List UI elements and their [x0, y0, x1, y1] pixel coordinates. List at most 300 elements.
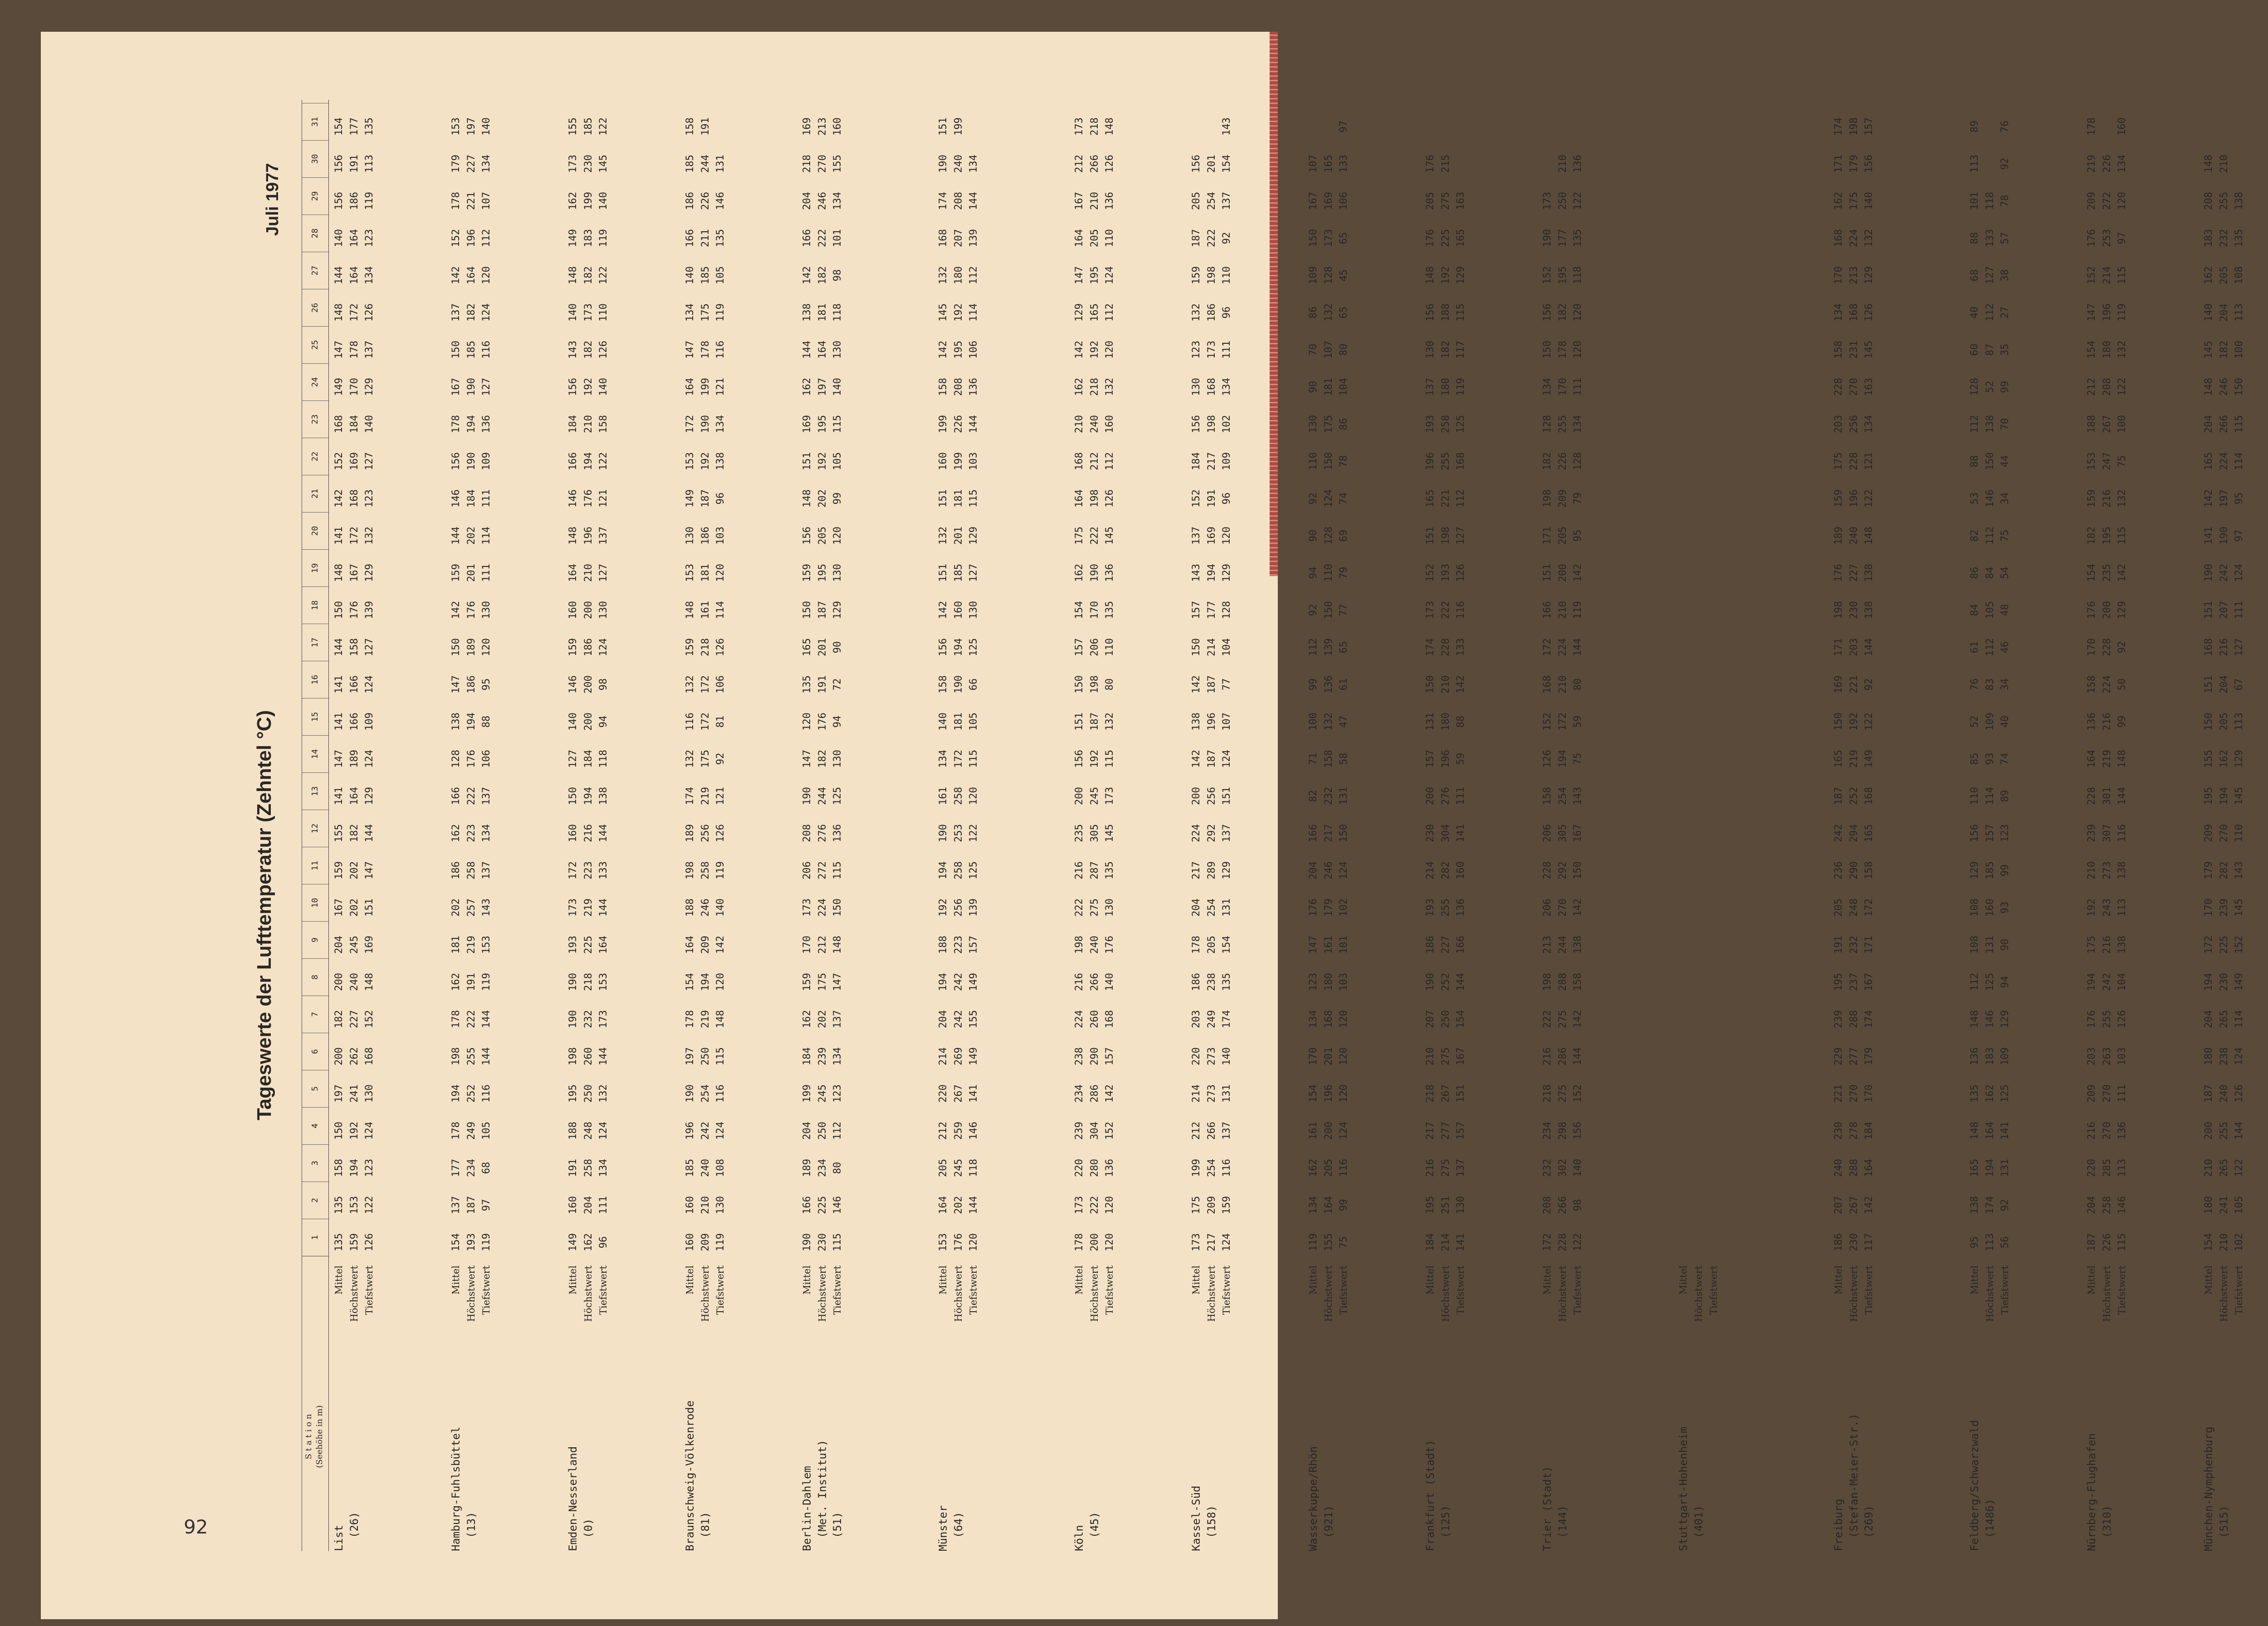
- value-cell: 154: [450, 1233, 462, 1252]
- value-cell: 134: [1307, 1196, 1319, 1215]
- value-cell: 116: [1455, 601, 1466, 620]
- station-name: [1423, 1324, 1453, 1551]
- value-cell: 253: [2101, 229, 2113, 248]
- value-cell: 154: [2203, 1233, 2214, 1252]
- value-cell: 187: [1088, 712, 1100, 731]
- value-cell: 197: [684, 1047, 696, 1066]
- value-cell: 168: [1104, 1010, 1115, 1029]
- value-cell: 225: [1439, 229, 1452, 248]
- value-cell: 145: [597, 154, 609, 173]
- value-cell: 210: [2086, 861, 2097, 880]
- value-cell: 190: [1541, 229, 1553, 248]
- station-group: [1303, 100, 1420, 1551]
- value-cell: 128: [1322, 526, 1334, 545]
- station-name-line: Münster: [937, 1505, 949, 1551]
- row-label: Mittel: [1833, 1265, 1844, 1295]
- value-cell: 148: [363, 972, 375, 991]
- value-cell: 119: [714, 861, 726, 880]
- value-cell: 101: [1338, 935, 1349, 954]
- value-cell: 147: [333, 340, 345, 359]
- value-cell: 239: [1073, 1121, 1085, 1140]
- value-cell: 131: [1999, 1158, 2011, 1177]
- value-cell: 199: [952, 452, 964, 471]
- value-cell: 254: [1205, 1158, 1217, 1177]
- value-cell: 105: [831, 452, 843, 471]
- value-cell: 161: [1322, 935, 1334, 954]
- value-cell: 113: [2233, 712, 2245, 731]
- value-cell: 130: [363, 1084, 375, 1103]
- value-cell: 122: [363, 1196, 375, 1215]
- value-cell: 254: [699, 1084, 711, 1103]
- value-cell: 205: [1088, 229, 1100, 248]
- value-cell: 175: [1833, 452, 1844, 471]
- value-cell: 278: [1848, 1121, 1860, 1140]
- value-cell: 132: [1863, 229, 1875, 248]
- value-cell: 186: [1205, 303, 1217, 322]
- value-cell: 240: [1833, 1158, 1844, 1177]
- value-cell: 100: [2233, 340, 2245, 359]
- value-cell: 160: [831, 117, 843, 136]
- value-cell: 135: [1221, 972, 1232, 991]
- value-cell: 201: [816, 638, 828, 657]
- value-cell: 239: [1833, 1010, 1844, 1029]
- value-cell: 270: [2218, 824, 2230, 843]
- value-cell: 96: [1221, 492, 1232, 505]
- value-cell: 119: [2116, 303, 2128, 322]
- value-cell: 105: [2233, 1196, 2245, 1215]
- value-cell: 164: [1984, 1121, 1996, 1140]
- value-cell: 186: [699, 526, 711, 545]
- value-cell: 273: [1205, 1084, 1217, 1103]
- value-cell: 115: [2116, 266, 2128, 285]
- value-cell: 194: [1205, 563, 1217, 582]
- value-cell: 235: [1073, 824, 1085, 843]
- value-cell: 100: [1307, 712, 1319, 731]
- value-cell: 198: [1848, 117, 1860, 136]
- value-cell: 182: [816, 749, 828, 768]
- value-cell: 193: [1439, 563, 1452, 582]
- value-cell: 121: [1863, 452, 1875, 471]
- value-cell: 225: [2218, 935, 2230, 954]
- value-cell: 198: [1541, 972, 1553, 991]
- row-label: Tiefstwert: [2234, 1265, 2244, 1315]
- value-cell: 122: [1863, 712, 1875, 731]
- value-cell: 142: [2116, 563, 2128, 582]
- value-cell: 253: [952, 824, 964, 843]
- value-cell: 144: [2233, 1121, 2245, 1140]
- value-cell: 234: [1541, 1121, 1553, 1140]
- value-cell: 168: [1073, 452, 1085, 471]
- day-header: 2: [302, 1182, 328, 1219]
- value-cell: 209: [2203, 824, 2214, 843]
- row-label: Höchstwert: [465, 1265, 477, 1322]
- value-cell: 166: [348, 675, 360, 694]
- value-cell: 106: [968, 340, 979, 359]
- value-cell: 198: [684, 861, 696, 880]
- value-cell: 260: [582, 1047, 594, 1066]
- value-cell: 200: [1424, 786, 1436, 806]
- value-cell: 164: [2086, 749, 2097, 768]
- value-cell: 228: [1439, 638, 1452, 657]
- value-cell: 103: [714, 526, 726, 545]
- value-cell: 202: [348, 861, 360, 880]
- value-cell: 184: [567, 415, 579, 434]
- value-cell: 110: [597, 303, 609, 322]
- value-cell: 134: [480, 824, 492, 843]
- value-cell: 144: [1863, 638, 1875, 657]
- value-cell: 254: [1205, 191, 1217, 210]
- value-cell: 77: [1338, 604, 1349, 616]
- value-cell: 109: [363, 712, 375, 731]
- value-cell: 120: [1104, 340, 1115, 359]
- value-cell: 220: [1073, 1158, 1085, 1177]
- value-cell: 153: [684, 563, 696, 582]
- value-cell: 146: [1984, 1010, 1996, 1029]
- value-cell: 173: [1073, 1196, 1085, 1215]
- value-cell: 170: [1088, 601, 1100, 620]
- value-cell: 210: [1439, 675, 1452, 694]
- value-cell: 217: [1205, 1233, 1217, 1252]
- value-cell: 140: [567, 303, 579, 322]
- value-cell: 98: [597, 678, 609, 691]
- value-cell: 40: [1969, 306, 1980, 319]
- value-cell: 120: [831, 526, 843, 545]
- value-cell: 221: [1833, 1084, 1844, 1103]
- value-cell: 228: [2101, 638, 2113, 657]
- value-cell: 134: [684, 303, 696, 322]
- value-cell: 136: [1104, 191, 1115, 210]
- value-cell: 134: [1221, 377, 1232, 396]
- value-cell: 209: [1205, 1196, 1217, 1215]
- value-cell: 174: [1833, 117, 1844, 136]
- value-cell: 196: [2101, 303, 2113, 322]
- value-cell: 140: [1863, 191, 1875, 210]
- value-cell: 187: [2203, 1084, 2214, 1103]
- value-cell: 144: [801, 340, 813, 359]
- value-cell: 204: [801, 191, 813, 210]
- station-detail-line: (0): [582, 1518, 595, 1551]
- value-cell: 103: [968, 452, 979, 471]
- row-label: Höchstwert: [2101, 1265, 2112, 1322]
- day-header: 24: [302, 363, 328, 400]
- value-cell: 77: [1221, 678, 1232, 691]
- value-cell: 184: [465, 489, 477, 508]
- value-cell: 216: [2218, 638, 2230, 657]
- row-label: Mittel: [1074, 1265, 1085, 1295]
- value-cell: 204: [2203, 1010, 2214, 1029]
- value-cell: 302: [1556, 1158, 1569, 1177]
- value-cell: 116: [684, 712, 696, 731]
- value-cell: 132: [363, 526, 375, 545]
- row-label: Tiefstwert: [364, 1265, 375, 1315]
- value-cell: 258: [1439, 415, 1452, 434]
- value-cell: 126: [1455, 563, 1466, 582]
- value-cell: 134: [597, 1158, 609, 1177]
- value-cell: 157: [1104, 1047, 1115, 1066]
- value-cell: 126: [714, 824, 726, 843]
- value-cell: 163: [1863, 377, 1875, 396]
- value-cell: 251: [1439, 1196, 1452, 1215]
- value-cell: 173: [1190, 1233, 1202, 1252]
- value-cell: 232: [1322, 786, 1334, 806]
- table-row: [1570, 103, 1586, 1551]
- value-cell: 170: [1307, 1047, 1319, 1066]
- value-cell: 105: [714, 266, 726, 285]
- value-cell: 176: [1307, 898, 1319, 917]
- row-label: Tiefstwert: [1455, 1265, 1466, 1315]
- value-cell: 134: [714, 415, 726, 434]
- value-cell: 192: [1848, 712, 1860, 731]
- row-label: Höchstwert: [1323, 1265, 1334, 1322]
- value-cell: 107: [1221, 712, 1232, 731]
- page-title: Tageswerte der Lufttemperatur (Zehntel °C): [253, 710, 275, 1120]
- value-cell: 225: [816, 1196, 828, 1215]
- value-cell: 115: [2116, 1233, 2128, 1252]
- row-label: Tiefstwert: [1338, 1265, 1349, 1315]
- value-cell: 205: [1833, 898, 1844, 917]
- value-cell: 152: [333, 452, 345, 471]
- value-cell: 228: [2086, 786, 2097, 806]
- value-cell: 275: [1556, 1084, 1569, 1103]
- value-cell: 176: [1833, 563, 1844, 582]
- value-cell: 111: [480, 489, 492, 508]
- value-cell: 242: [2101, 972, 2113, 991]
- value-cell: 224: [1073, 1010, 1085, 1029]
- value-cell: 185: [684, 1158, 696, 1177]
- value-cell: 134: [363, 266, 375, 285]
- value-cell: 168: [333, 415, 345, 434]
- value-cell: 175: [816, 972, 828, 991]
- station-group: [2199, 100, 2268, 1551]
- value-cell: 135: [714, 229, 726, 248]
- station-name-line: Wasserkuppe/Rhön: [1307, 1446, 1320, 1551]
- value-cell: 230: [582, 154, 594, 173]
- value-cell: 180: [2203, 1196, 2214, 1215]
- row-label: Mittel: [684, 1265, 695, 1295]
- value-cell: 210: [2218, 1233, 2230, 1252]
- value-cell: 165: [1322, 154, 1334, 173]
- value-cell: 76: [1969, 678, 1980, 691]
- value-cell: 98: [1572, 1199, 1584, 1211]
- value-cell: 294: [1848, 824, 1860, 843]
- station-column-header: [303, 1322, 325, 1551]
- value-cell: 143: [1572, 786, 1584, 806]
- value-cell: 138: [1863, 601, 1875, 620]
- value-cell: 74: [1338, 492, 1349, 505]
- value-cell: 145: [1104, 824, 1115, 843]
- value-cell: 255: [465, 1047, 477, 1066]
- value-cell: 240: [1088, 415, 1100, 434]
- value-cell: 128: [1969, 377, 1980, 396]
- value-cell: 79: [1338, 566, 1349, 579]
- value-cell: 174: [937, 191, 949, 210]
- value-cell: 109: [1221, 452, 1232, 471]
- value-cell: 216: [2086, 1121, 2097, 1140]
- value-cell: 128: [1221, 601, 1232, 620]
- value-cell: 165: [1863, 824, 1875, 843]
- value-cell: 120: [480, 638, 492, 657]
- value-cell: 124: [480, 303, 492, 322]
- value-cell: 182: [582, 266, 594, 285]
- station-detail-line: (51): [831, 1512, 844, 1551]
- value-cell: 111: [2116, 1084, 2128, 1103]
- value-cell: 254: [1556, 786, 1569, 806]
- value-cell: 154: [1307, 1084, 1319, 1103]
- value-cell: 245: [816, 1084, 828, 1103]
- value-cell: 164: [465, 266, 477, 285]
- value-cell: 223: [952, 935, 964, 954]
- value-cell: 107: [1322, 340, 1334, 359]
- value-cell: 189: [684, 824, 696, 843]
- value-cell: 290: [1848, 861, 1860, 880]
- value-cell: 173: [1424, 601, 1436, 620]
- value-cell: 95: [1572, 529, 1584, 542]
- value-cell: 153: [480, 935, 492, 954]
- value-cell: 192: [1088, 749, 1100, 768]
- value-cell: 172: [1863, 898, 1875, 917]
- station-name-line: Nürnberg-Flughafen: [2085, 1433, 2098, 1551]
- value-cell: 256: [1848, 415, 1860, 434]
- value-cell: 164: [1322, 1196, 1334, 1215]
- row-label: Mittel: [1969, 1265, 1980, 1295]
- value-cell: 131: [1221, 898, 1232, 917]
- value-cell: 122: [2116, 377, 2128, 396]
- value-cell: 113: [1984, 1233, 1996, 1252]
- value-cell: 139: [1322, 638, 1334, 657]
- value-cell: 172: [1541, 638, 1553, 657]
- value-cell: 203: [2086, 1047, 2097, 1066]
- value-cell: 167: [450, 377, 462, 396]
- value-cell: 227: [348, 1010, 360, 1029]
- value-cell: 141: [333, 786, 345, 806]
- value-cell: 110: [1104, 229, 1115, 248]
- value-cell: 110: [2233, 824, 2245, 843]
- value-cell: 65: [1338, 306, 1349, 319]
- value-cell: 122: [597, 117, 609, 136]
- value-cell: 115: [1455, 303, 1466, 322]
- value-cell: 200: [2101, 601, 2113, 620]
- value-cell: 97: [2116, 232, 2128, 244]
- row-label: Tiefstwert: [1104, 1265, 1115, 1315]
- value-cell: 227: [1848, 563, 1860, 582]
- value-cell: 258: [2101, 1196, 2113, 1215]
- station-name-line: Trier (Stadt): [1541, 1466, 1554, 1551]
- value-cell: 224: [1848, 229, 1860, 248]
- value-cell: 140: [2203, 303, 2214, 322]
- value-cell: 195: [816, 563, 828, 582]
- value-cell: 175: [1073, 526, 1085, 545]
- value-cell: 192: [2086, 898, 2097, 917]
- value-cell: 151: [2203, 675, 2214, 694]
- value-cell: 137: [1221, 191, 1232, 210]
- value-cell: 135: [801, 675, 813, 694]
- value-cell: 173: [1104, 786, 1115, 806]
- value-cell: 282: [2218, 861, 2230, 880]
- value-cell: 132: [1322, 712, 1334, 731]
- value-cell: 111: [1455, 786, 1466, 806]
- value-cell: 82: [1969, 529, 1980, 542]
- value-cell: 164: [816, 340, 828, 359]
- value-cell: 198: [1205, 415, 1217, 434]
- value-cell: 182: [816, 266, 828, 285]
- value-cell: 208: [2203, 191, 2214, 210]
- value-cell: 86: [1969, 566, 1980, 579]
- value-cell: 149: [968, 972, 979, 991]
- value-cell: 106: [714, 675, 726, 694]
- value-cell: 136: [1572, 154, 1584, 173]
- value-cell: 115: [968, 489, 979, 508]
- value-cell: 45: [1338, 269, 1349, 282]
- day-header: 23: [302, 400, 328, 438]
- value-cell: 206: [1088, 638, 1100, 657]
- value-cell: 224: [1190, 824, 1202, 843]
- value-cell: 98: [831, 269, 843, 282]
- value-cell: 152: [1541, 712, 1553, 731]
- station-name-line: Köln: [1073, 1525, 1085, 1551]
- value-cell: 152: [1572, 1084, 1584, 1103]
- value-cell: 167: [1307, 191, 1319, 210]
- value-cell: 186: [465, 675, 477, 694]
- day-header: 3: [302, 1144, 328, 1182]
- value-cell: 131: [714, 154, 726, 173]
- value-cell: 105: [968, 712, 979, 731]
- value-cell: 104: [1338, 377, 1349, 396]
- table-header: [302, 100, 329, 1551]
- value-cell: 111: [2233, 601, 2245, 620]
- value-cell: 138: [450, 712, 462, 731]
- temperature-table: [302, 100, 2268, 1551]
- value-cell: 88: [1969, 455, 1980, 468]
- value-cell: 97: [480, 1199, 492, 1211]
- value-cell: 238: [1073, 1047, 1085, 1066]
- value-cell: 219: [2086, 154, 2097, 173]
- value-cell: 137: [480, 861, 492, 880]
- value-cell: 159: [1221, 1196, 1232, 1215]
- value-cell: 222: [1088, 1196, 1100, 1215]
- value-cell: 144: [968, 1196, 979, 1215]
- value-cell: 212: [937, 1121, 949, 1140]
- value-cell: 129: [831, 601, 843, 620]
- value-cell: 147: [801, 749, 813, 768]
- value-cell: 114: [968, 303, 979, 322]
- value-cell: 222: [1073, 898, 1085, 917]
- value-cell: 162: [1073, 563, 1085, 582]
- value-cell: 136: [1104, 563, 1115, 582]
- value-cell: 182: [2218, 340, 2230, 359]
- value-cell: 113: [2116, 898, 2128, 917]
- day-header: 15: [302, 698, 328, 735]
- station-detail-line: (26): [347, 1512, 361, 1551]
- value-cell: 118: [968, 1158, 979, 1177]
- value-cell: 156: [333, 154, 345, 173]
- value-cell: 307: [2101, 824, 2113, 843]
- value-cell: 150: [1984, 452, 1996, 471]
- value-cell: 255: [2218, 1121, 2230, 1140]
- value-cell: 135: [1572, 229, 1584, 248]
- value-cell: 92: [1999, 1199, 2011, 1211]
- value-cell: 127: [480, 377, 492, 396]
- day-header: 9: [302, 921, 328, 958]
- value-cell: 110: [1322, 563, 1334, 582]
- value-cell: 112: [1455, 489, 1466, 508]
- value-cell: 172: [699, 712, 711, 731]
- station-name: [332, 1324, 362, 1551]
- value-cell: 234: [465, 1158, 477, 1177]
- value-cell: 115: [831, 861, 843, 880]
- value-cell: 240: [1848, 526, 1860, 545]
- value-cell: 242: [952, 1010, 964, 1029]
- value-cell: 198: [1088, 675, 1100, 694]
